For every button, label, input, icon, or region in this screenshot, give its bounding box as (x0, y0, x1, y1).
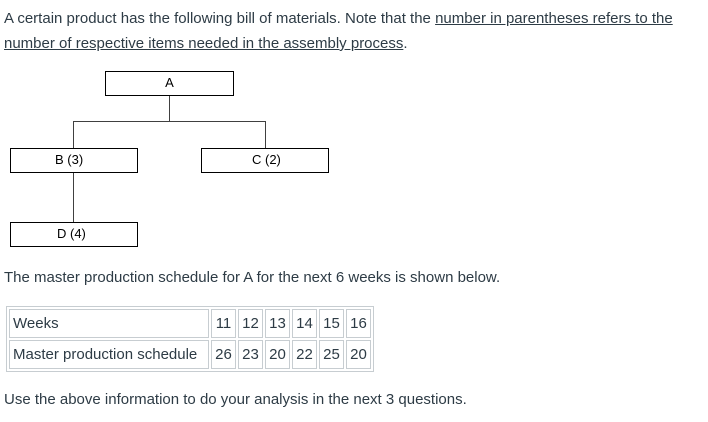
intro-text: A certain product has the following bill of materials. Note that the (4, 10, 436, 27)
schedule-cell: 22 (292, 340, 317, 369)
connector-b-to-d (73, 172, 74, 222)
bom-node-a: A (105, 71, 234, 96)
closing-instruction: Use the above information to do your analysis in the next 3 questions. (4, 391, 467, 408)
week-cell: 16 (346, 309, 371, 338)
week-cell: 14 (292, 309, 317, 338)
table-row-schedule (9, 340, 371, 369)
weeks-label: Weeks (9, 309, 209, 338)
bom-node-b: B (3) (10, 148, 138, 173)
week-cell: 15 (319, 309, 344, 338)
master-production-schedule-table (6, 306, 374, 372)
week-cell: 13 (265, 309, 290, 338)
connector-horizontal (73, 121, 266, 122)
schedule-cell: 26 (211, 340, 236, 369)
bom-node-d: D (4) (10, 222, 138, 247)
connector-a-down (169, 96, 170, 121)
week-cell: 12 (238, 309, 263, 338)
connector-to-c (265, 121, 266, 148)
underlined-phrase: number in parentheses refers to the number of respective items needed in the assembly process (4, 10, 673, 52)
schedule-cell: 20 (346, 340, 371, 369)
table-row-weeks (9, 309, 371, 338)
mps-intro: The master production schedule for A for the next 6 weeks is shown below. (4, 269, 501, 286)
bom-node-c: C (2) (201, 148, 329, 173)
schedule-cell: 20 (265, 340, 290, 369)
bill-of-materials-diagram (0, 66, 340, 252)
week-cell: 11 (211, 309, 236, 338)
intro-paragraph (4, 6, 704, 56)
connector-to-b (73, 121, 74, 148)
intro-period: . (403, 35, 408, 52)
schedule-label: Master production schedule (9, 340, 209, 369)
schedule-cell: 25 (319, 340, 344, 369)
schedule-cell: 23 (238, 340, 263, 369)
